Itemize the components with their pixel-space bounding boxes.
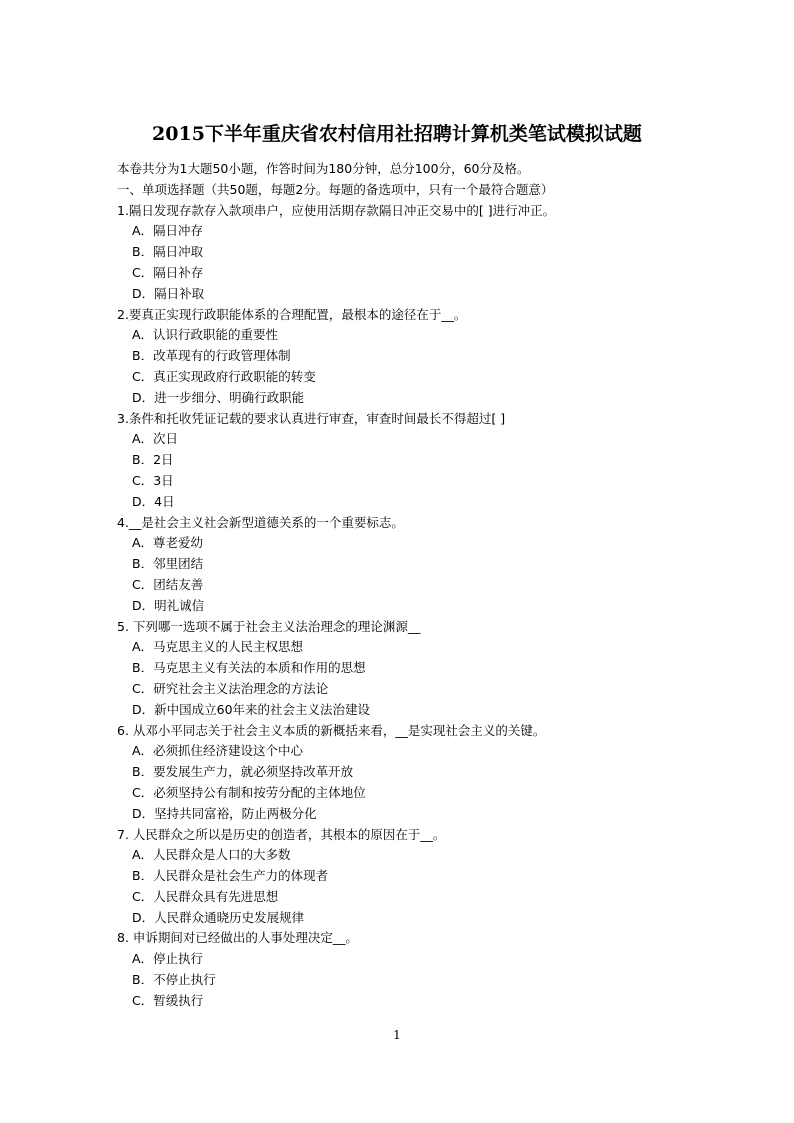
section-heading: 一、单项选择题（共50题，每题2分。每题的备选项中，只有一个最符合题意） (117, 181, 554, 197)
question-stem: 6. 从邓小平同志关于社会主义本质的新概括来看，__是实现社会主义的关键。 (117, 722, 546, 738)
option-d: D．进一步细分、明确行政职能 (132, 389, 305, 405)
option-c: C．人民群众具有先进思想 (132, 888, 279, 904)
option-d: D．4日 (132, 493, 175, 509)
exam-intro: 本卷共分为1大题50小题，作答时间为180分钟，总分100分，60分及格。 (117, 161, 530, 176)
option-a: A．必须抓住经济建设这个中心 (132, 743, 304, 759)
question-8 (117, 928, 757, 1011)
question-6 (117, 721, 757, 825)
option-b: B．人民群众是社会生产力的体现者 (132, 868, 329, 884)
option-b: B．隔日冲取 (132, 244, 204, 260)
document-title: 2015下半年重庆省农村信用社招聘计算机类笔试模拟试题 (152, 123, 642, 145)
question-stem: 1.隔日发现存款存入款项串户，应使用活期存款隔日冲正交易中的[ ]进行冲正。 (117, 202, 556, 218)
option-d: D．隔日补取 (132, 285, 205, 301)
option-c: C．研究社会主义法治理念的方法论 (132, 680, 329, 696)
option-d: D．坚持共同富裕，防止两极分化 (132, 805, 317, 821)
option-b: B．改革现有的行政管理体制 (132, 348, 291, 364)
question-3 (117, 409, 757, 513)
page-number: 1 (393, 1028, 401, 1042)
question-4 (117, 513, 757, 617)
option-b: B．马克思主义有关法的本质和作用的思想 (132, 660, 366, 676)
option-c: C．暂缓执行 (132, 992, 204, 1008)
option-a: A．人民群众是人口的大多数 (132, 847, 291, 863)
question-stem: 3.条件和托收凭证记载的要求认真进行审查，审查时间最长不得超过[ ] (117, 410, 506, 426)
option-a: A．认识行政职能的重要性 (132, 327, 279, 343)
question-stem: 2.要真正实现行政职能体系的合理配置，最根本的途径在于__。 (117, 306, 467, 322)
document-body (117, 159, 757, 1012)
question-5 (117, 617, 757, 721)
option-b: B．要发展生产力，就必须坚持改革开放 (132, 764, 354, 780)
question-stem: 8. 申诉期间对已经做出的人事处理决定__。 (117, 930, 358, 946)
option-a: A．隔日冲存 (132, 223, 204, 239)
question-1 (117, 201, 757, 305)
question-stem: 4.__是社会主义社会新型道德关系的一个重要标志。 (117, 514, 404, 530)
option-b: B．邻里团结 (132, 556, 204, 572)
option-c: C．团结友善 (132, 576, 204, 592)
option-a: A．次日 (132, 431, 179, 447)
option-c: C．必须坚持公有制和按劳分配的主体地位 (132, 784, 366, 800)
option-d: D．人民群众通晓历史发展规律 (132, 909, 305, 925)
question-stem: 7. 人民群众之所以是历史的创造者，其根本的原因在于__。 (117, 826, 446, 842)
option-b: B．2日 (132, 452, 174, 468)
option-b: B．不停止执行 (132, 972, 216, 988)
option-c: C．3日 (132, 472, 174, 488)
option-a: A．尊老爱幼 (132, 535, 204, 551)
question-7 (117, 825, 757, 929)
option-a: A．马克思主义的人民主权思想 (132, 639, 304, 655)
option-a: A．停止执行 (132, 951, 204, 967)
question-stem: 5. 下列哪一选项不属于社会主义法治理念的理论渊源__ (117, 618, 421, 634)
option-d: D．新中国成立60年来的社会主义法治建设 (132, 701, 371, 717)
option-c: C．隔日补存 (132, 264, 204, 280)
option-c: C．真正实现政府行政职能的转变 (132, 368, 316, 384)
question-2 (117, 305, 757, 409)
option-d: D．明礼诚信 (132, 597, 205, 613)
